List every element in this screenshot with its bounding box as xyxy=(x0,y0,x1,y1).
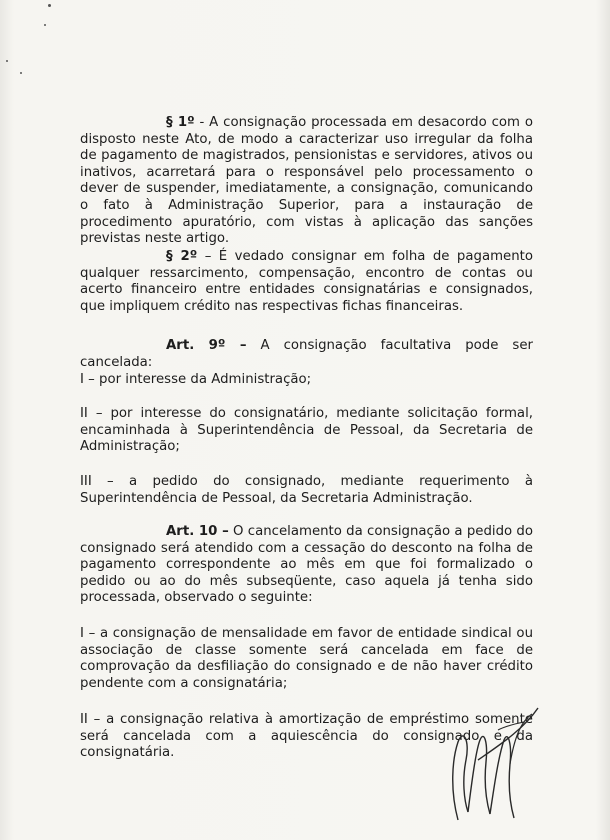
article-9-item-i xyxy=(80,372,533,389)
scan-speck xyxy=(44,24,46,26)
paragraph-2-label: § 2º xyxy=(166,249,198,264)
scan-speck xyxy=(20,72,22,74)
paragraph-2-text: – É vedado consignar em folha de pagamento qualquer ressarcimento, compensação, encontro de contas ou acerto financeiro entre entidades consignatárias e consignados, que impliquem crédito nas respectivas fichas financeiras. xyxy=(80,249,533,314)
article-9-text: A consignação facultativa pode ser cancelada: xyxy=(80,338,533,370)
paragraph-1-label: § 1º xyxy=(166,115,195,130)
scan-speck xyxy=(6,60,8,62)
paragraph-1-text: - A consignação processada em desacordo com o disposto neste Ato, de modo a caracterizar uso irregular da folha de pagamento de magistrados, pensionistas e servidores, ativos ou inativos, acarretará para o responsável pelo processamento o dever de suspender, imediatamente, a consignação, comunicando o fato à Administração Superior, para a instauração de procedimento apuratório, com vistas à aplicação das sanções previstas neste artigo. xyxy=(80,115,533,247)
article-9-item-i-text: I – por interesse da Administração; xyxy=(80,372,312,387)
paragraph-1 xyxy=(80,115,533,248)
scan-speck xyxy=(48,4,51,7)
handwritten-signature xyxy=(428,700,548,830)
article-10-item-i xyxy=(80,626,533,692)
paragraph-2 xyxy=(80,249,533,315)
article-9-item-ii xyxy=(80,406,533,456)
article-9-item-ii-text: II – por interesse do consignatário, mediante solicitação formal, encaminhada à Superintendência de Pessoal, da Secretaria de Administração; xyxy=(80,406,533,455)
article-9 xyxy=(80,338,533,371)
article-10-item-i-text: I – a consignação de mensalidade em favor de entidade sindical ou associação de classe somente será cancelada em face de comprovação da desfiliação do consignado e de não haver crédito pendente com a consignatária; xyxy=(80,626,533,691)
article-9-item-iii xyxy=(80,474,533,507)
article-10 xyxy=(80,524,533,607)
article-10-text: O cancelamento da consignação a pedido do consignado será atendido com a cessação do desconto na folha de pagamento correspondente ao mês em que foi formalizado o pedido ou ao do mês subseqüente, caso aquela já tenha sido processada, observado o seguinte: xyxy=(80,524,534,606)
article-10-label: Art. 10 – xyxy=(166,524,229,539)
article-9-item-iii-text: III – a pedido do consignado, mediante requerimento à Superintendência de Pessoal, da Secretaria Administração. xyxy=(80,474,533,506)
article-10-item-ii-text: II – a consignação relativa à amortização de empréstimo somente será cancelada com a aquiescência do consignado e da consignatária. xyxy=(80,712,533,761)
article-9-label: Art. 9º – xyxy=(166,338,247,353)
